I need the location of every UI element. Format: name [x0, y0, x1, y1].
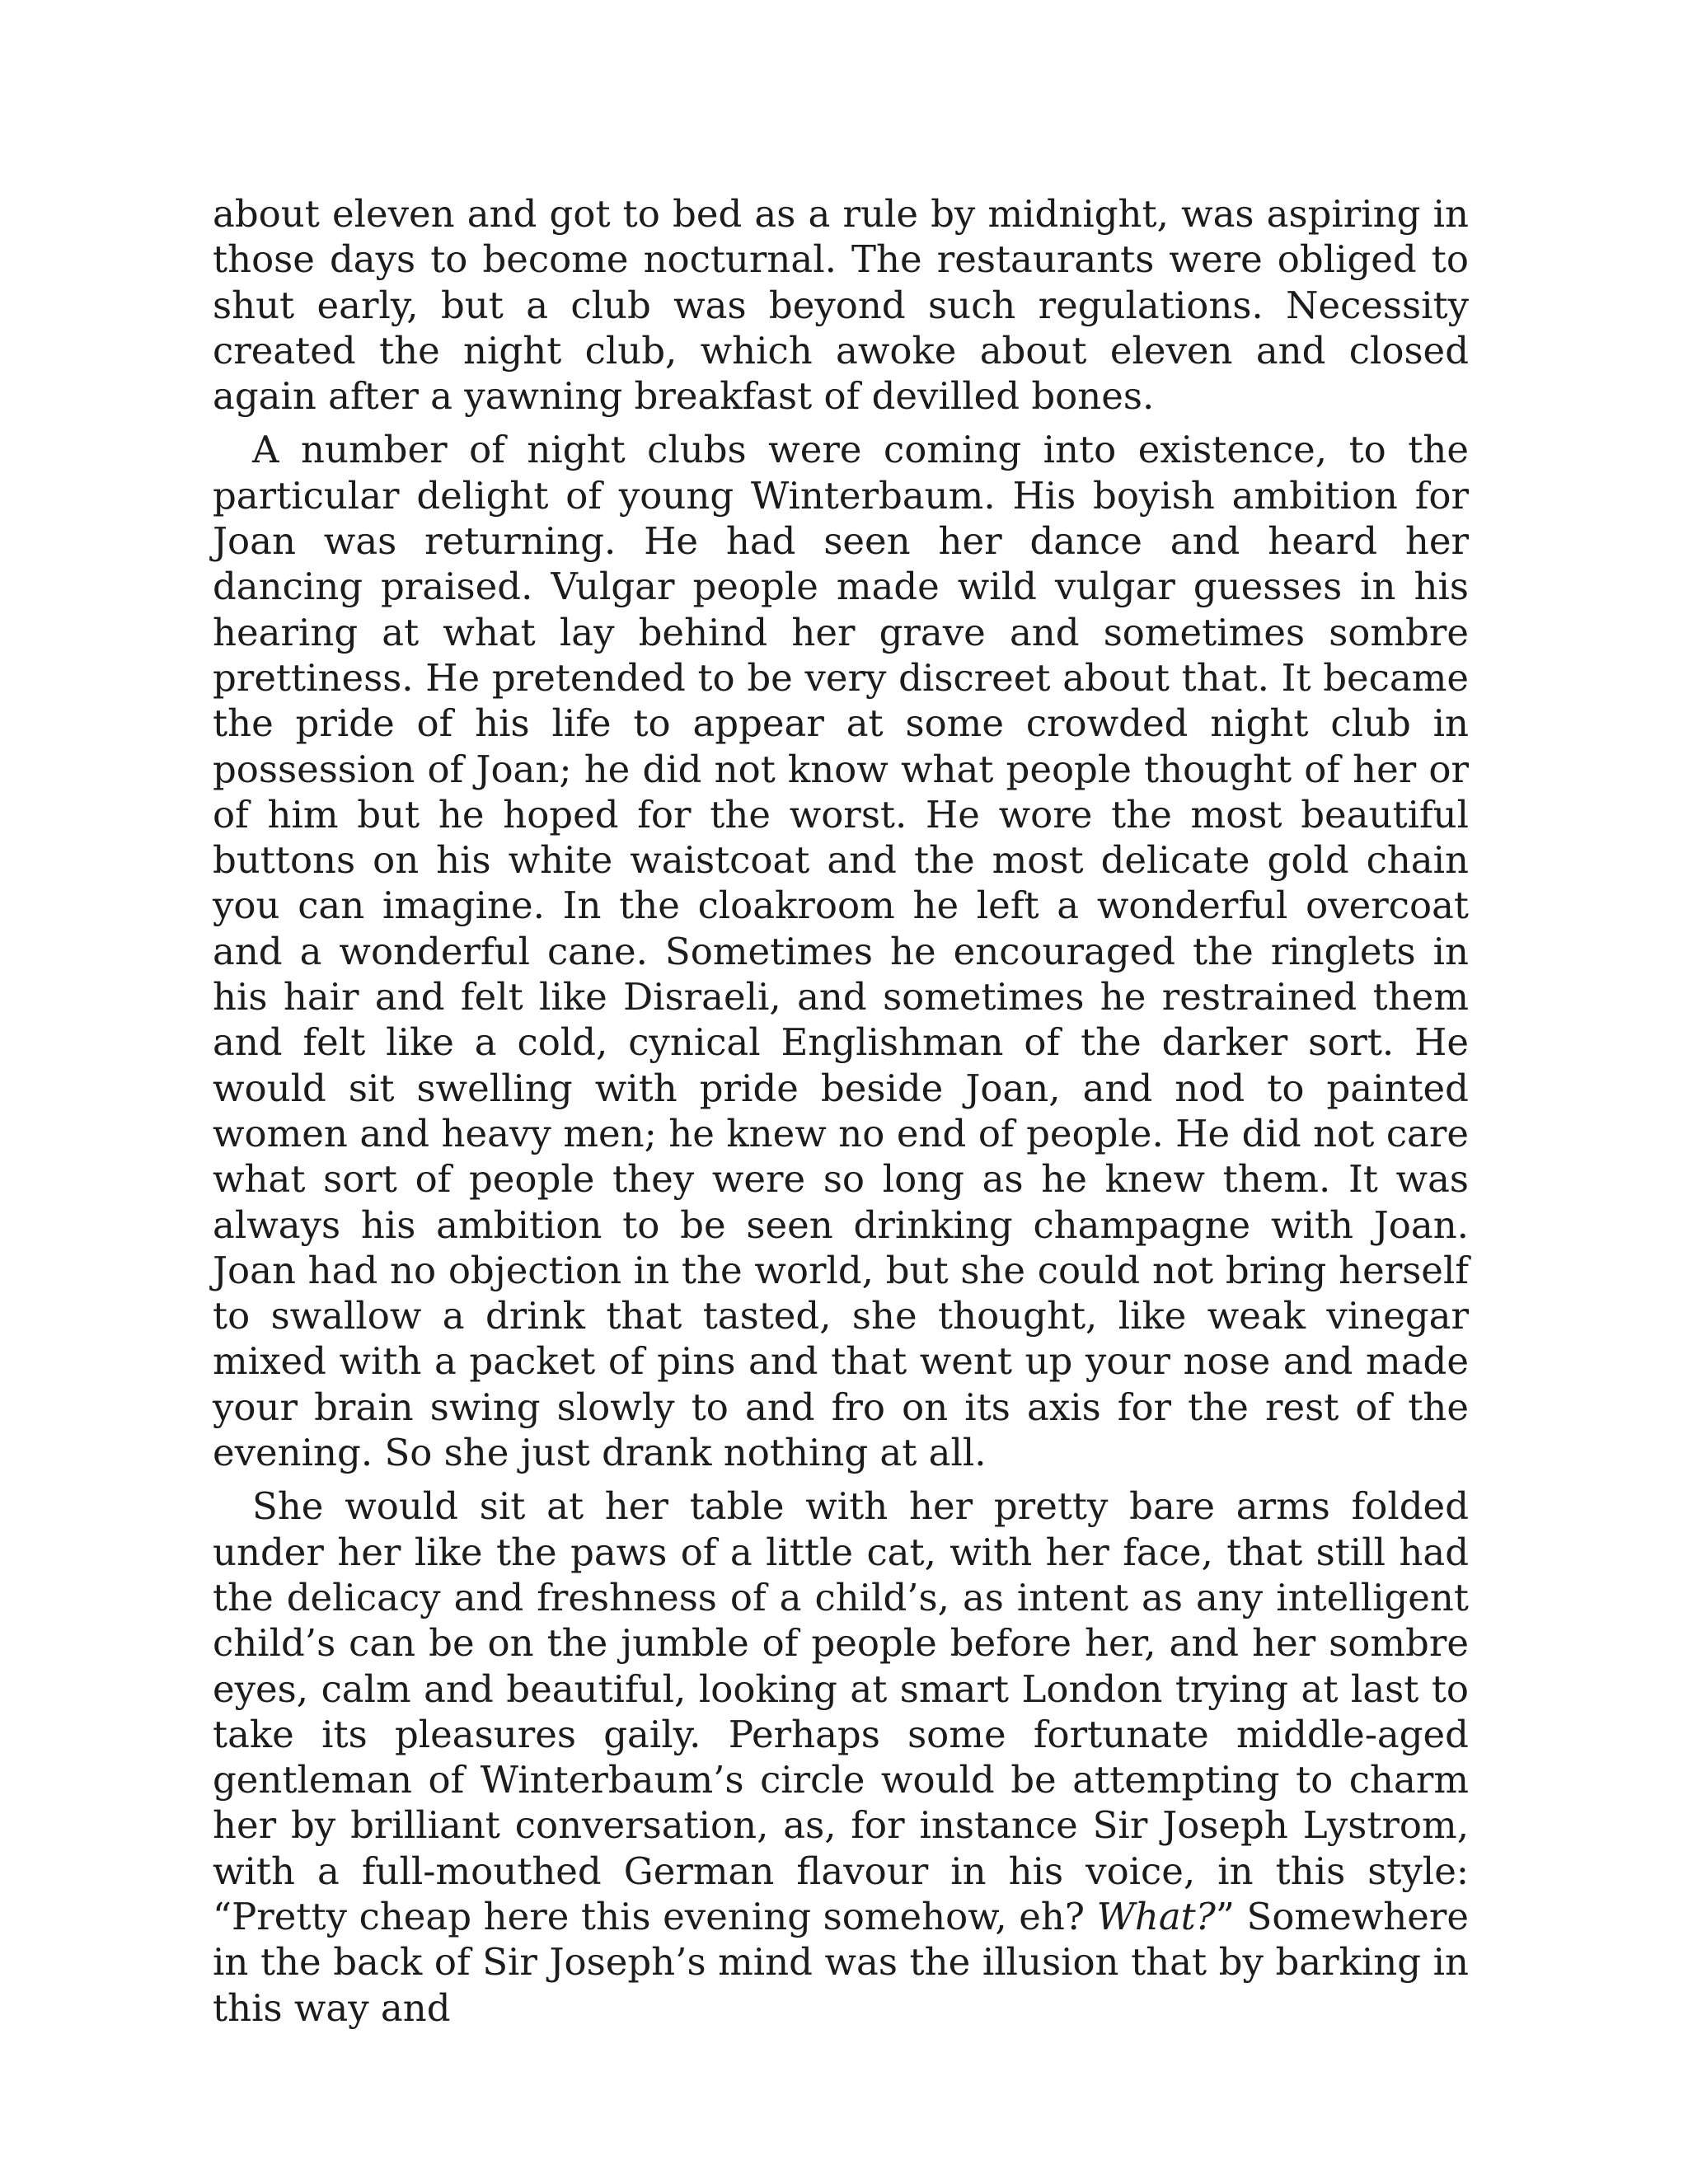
- italic-what: What?: [1096, 1894, 1216, 1938]
- paragraph-joan-at-table: [213, 1483, 1469, 2031]
- book-page: [213, 191, 1469, 2031]
- paragraph-text-before-italic: She would sit at her table with her pretty bare arms folded under her like the paws of a little cat, with her face, that still had the delicacy and freshness of a child’s, as intent as any intelligent child’s can be on the jumble of people before her, and her sombre eyes, calm and beautiful, looking at smart London trying at last to take its pleasures gaily. Perhaps some fortunate middle-aged gentleman of Winterbaum’s circle would be attempting to charm her by brilliant conversation, as, for instance Sir Joseph Lystrom, with a full-mouthed German flavour in his voice, in this style: “Pretty cheap here this evening somehow, eh?: [213, 1484, 1469, 1938]
- paragraph-night-clubs: A number of night clubs were coming into existence, to the particular delight of young Winterbaum. His boyish ambition for Joan was returning. He had seen her dance and heard her dancing praised. Vulgar people made wild vulgar guesses in his hearing at what lay behind her grave and sometimes sombre prettiness. He pretended to be very discreet about that. It became the pride of his life to appear at some crowded night club in possession of Joan; he did not know what people thought of her or of him but he hoped for the worst. He wore the most beautiful buttons on his white waistcoat and the most delicate gold chain you can imagine. In the cloakroom he left a wonderful overcoat and a wonderful cane. Sometimes he encouraged the ringlets in his hair and felt like Disraeli, and sometimes he restrained them and felt like a cold, cynical Englishman of the darker sort. He would sit swelling with pride beside Joan, and nod to painted women and heavy men; he knew no end of people. He did not care what sort of people they were so long as he knew them. It was always his ambition to be seen drinking champagne with Joan. Joan had no objection in the world, but she could not bring herself to swallow a drink that tasted, she thought, like weak vinegar mixed with a packet of pins and that went up your nose and made your brain swing slowly to and fro on its axis for the rest of the evening. So she just drank nothing at all.: [213, 428, 1469, 1475]
- paragraph-continuation: about eleven and got to bed as a rule by midnight, was aspiring in those days to become nocturnal. The restaurants were obliged to shut early, but a club was beyond such regulations. Necessity created the night club, which awoke about eleven and closed again after a yawning breakfast of devilled bones.: [213, 192, 1469, 419]
- paragraph-text-after-italic: ” Somewhere in the back of Sir Joseph’s mind was the illusion that by barking in this way and: [213, 1894, 1469, 2030]
